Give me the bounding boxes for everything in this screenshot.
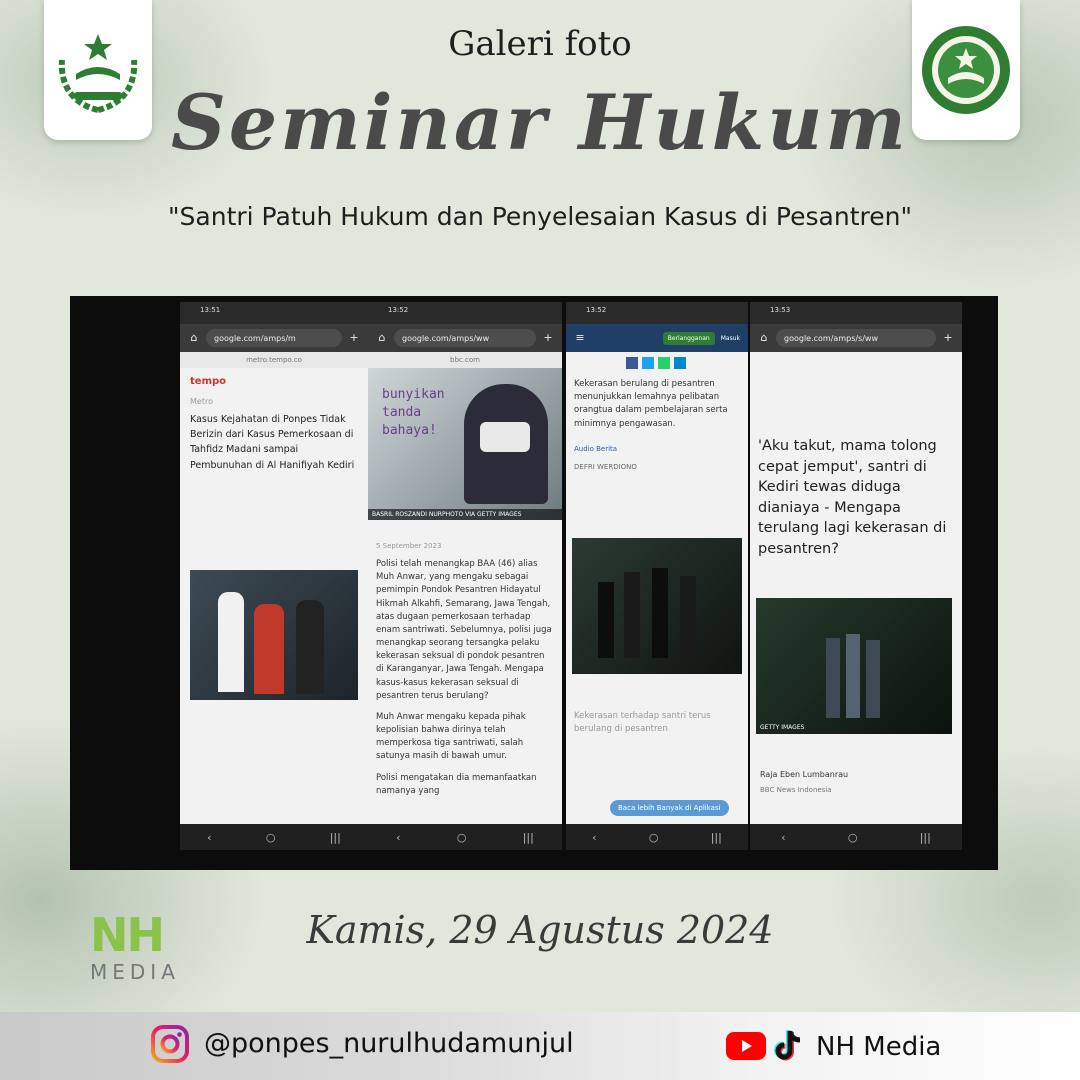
url-text: google.com/amps/s/ww [776,329,936,347]
photo-credit: BASRIL ROSZANDI NURPHOTO VIA GETTY IMAGES [368,509,562,520]
site-domain: bbc.com [368,352,562,368]
site-brand: tempo [190,376,227,387]
plus-icon: + [349,331,359,344]
article-outlet: BBC News Indonesia [760,786,832,794]
youtube-icon [726,1032,766,1060]
browser-url-bar [750,324,962,352]
tiktok-icon [772,1029,804,1063]
protest-sign-text: bunyikan tanda bahaya! [382,387,445,439]
article-photo [572,538,742,674]
phone-screenshot-1 [180,302,368,850]
status-time: 13:51 [180,302,368,324]
photo-credit: GETTY IMAGES [760,724,805,731]
article-photo [368,368,562,520]
nh-logo-letters: NH [90,908,163,962]
home-icon: ⌂ [378,331,386,344]
android-nav-bar: ‹ ○ ||| [566,824,748,850]
facebook-icon [626,357,638,369]
audio-label: Audio Berita [574,444,618,453]
twitter-icon [642,357,654,369]
projected-screen-photo [70,296,998,870]
url-text: google.com/amps/m [206,329,342,347]
home-icon: ⌂ [760,331,768,344]
article-author: DEFRI WERDIONO [574,462,637,471]
menu-icon: ≡ [575,331,585,344]
status-time: 13:52 [368,302,562,324]
event-title: Seminar Hukum [171,78,909,167]
article-date: 5 September 2023 [376,542,442,550]
whatsapp-icon [658,357,670,369]
subscribe-button: Berlangganan [663,332,715,345]
article-photo [190,570,358,700]
article-headline: Kasus Kejahatan di Ponpes Tidak Berizin dari Kasus Pemerkosaan di Tahfidz Madani sampai Pembunuhan di Al Hanifiyah Kediri [190,414,355,471]
phone-screenshot-2 [368,302,562,850]
read-in-app-button: Baca lebih Banyak di Aplikasi [610,800,729,816]
article-body: Kekerasan terhadap santri terus berulang di pesantren [574,711,711,735]
article-photo [756,598,952,734]
article-body-2: Muh Anwar mengaku kepada pihak kepolisian bahwa dirinya telah memperkosa tiga santriwati, salah satunya masih di bawah umur. [376,711,526,762]
android-nav-bar: ‹ ○ ||| [750,824,962,850]
channel-name[interactable]: NH Media [816,1032,942,1062]
site-domain: metro.tempo.co [180,352,368,368]
browser-url-bar [368,324,562,352]
article-headline: 'Aku takut, mama tolong cepat jemput', santri di Kediri tewas diduga dianiaya - Mengapa terulang lagi kekerasan di pesantren? [758,438,947,557]
status-time: 13:52 [566,302,748,324]
status-time: 13:53 [750,302,962,324]
plus-icon: + [943,331,953,344]
browser-url-bar [180,324,368,352]
instagram-handle[interactable]: @ponpes_nurulhudamunjul [204,1028,574,1059]
article-body: Polisi telah menangkap BAA (46) alias Muh Anwar, yang mengaku sebagai pemimpin Pondok Pesantren Hidayatul Hikmah Alkahfi, Semarang, Jawa Tengah, atas dugaan pemerkosaan terhadap enam santriwati. Sebelumnya, polisi juga menangkap seorang tersangka pelaku kekerasan seksual di pondok pesantren di Karanganyar, Jawa Tengah. Mengapa kasus-kasus kekerasan seksual di pesantren terus berulang? [376,559,552,701]
article-body-3: Polisi mengatakan dia memanfaatkan namanya yang [376,772,537,796]
event-subtitle: "Santri Patuh Hukum dan Penyelesaian Kasus di Pesantren" [168,202,912,231]
article-lead: Kekerasan berulang di pesantren menunjukkan lemahnya pelibatan orangtua dalam pembelajaran serta minimnya pengawasan. [574,379,728,429]
phone-screenshot-3 [566,302,748,850]
section-label: Metro [190,397,213,406]
phone-screenshot-4 [750,302,962,850]
home-icon: ⌂ [190,331,198,344]
android-nav-bar: ‹ ○ ||| [180,824,368,850]
android-nav-bar: ‹ ○ ||| [368,824,562,850]
url-text: google.com/amps/ww [394,329,536,347]
nh-logo-word: MEDIA [90,960,180,984]
event-date: Kamis, 29 Agustus 2024 [306,908,774,952]
login-link: Masuk [720,334,740,342]
instagram-icon [150,1024,190,1064]
telegram-icon [674,357,686,369]
plus-icon: + [543,331,553,344]
news-top-bar [566,324,748,352]
share-buttons [566,352,748,374]
article-author: Raja Eben Lumbanrau [760,770,849,779]
gallery-label: Galeri foto [448,24,632,64]
